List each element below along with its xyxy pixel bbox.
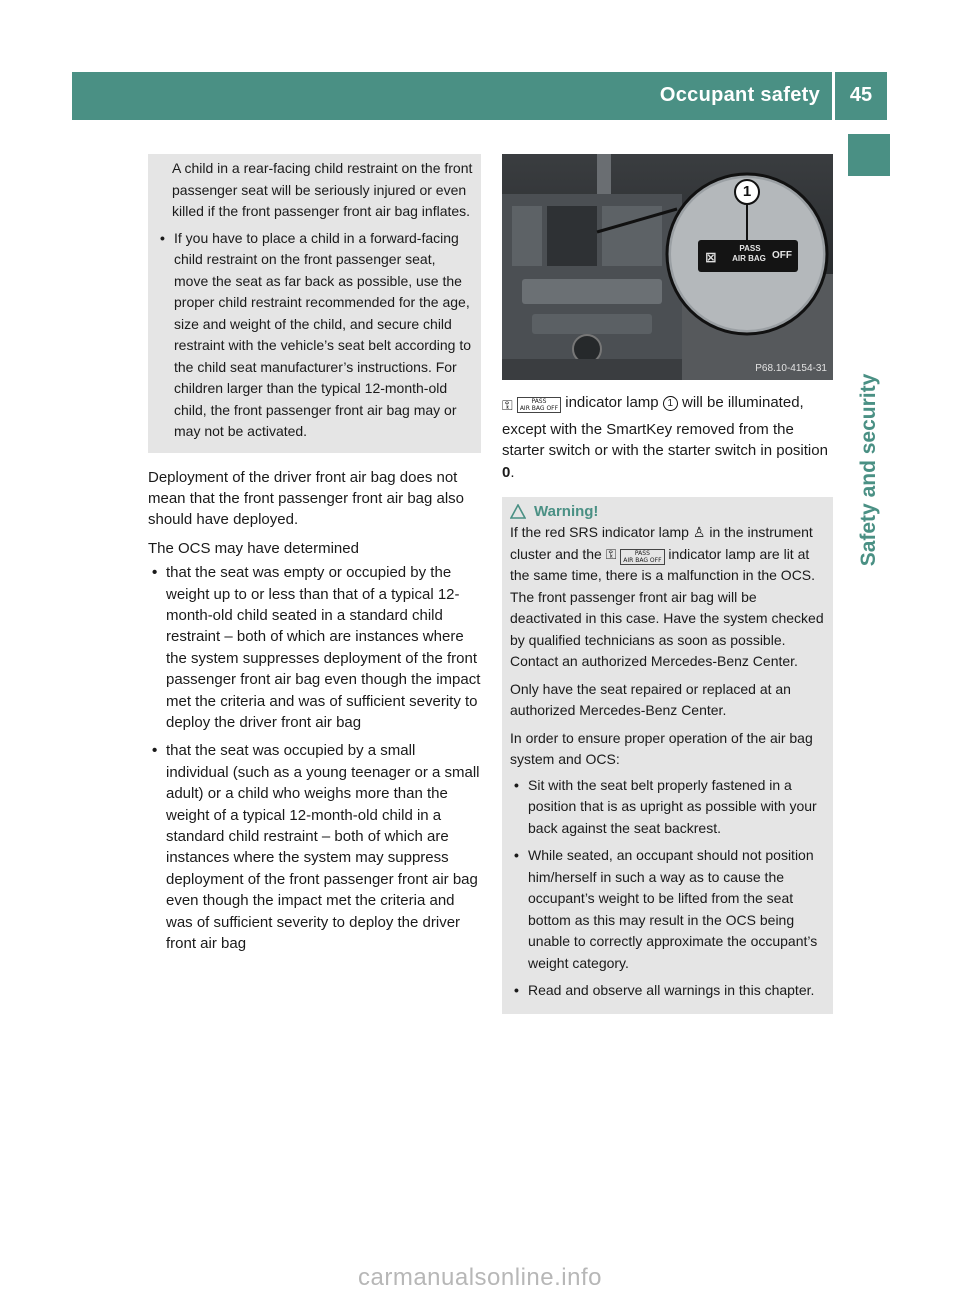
paragraph-ocs-determined: The OCS may have determined [148, 539, 359, 557]
warning-paragraph: In order to ensure proper operation of the air bag system and OCS: [510, 729, 813, 768]
warning-list-item-text: Sit with the seat belt properly fastened in a position that is as upright as possible with your back against the seat backrest. [528, 776, 817, 836]
notice-bullet [156, 228, 473, 443]
bullet-marker: • [160, 229, 165, 246]
indicator-text-continued: will be illuminated, except with the SmartKey removed from the starter switch or with the starter switch in position [502, 394, 828, 460]
warning-paragraph: Only have the seat repaired or replaced at an authorized Mercedes-Benz Center. [510, 680, 791, 719]
warning-list-item [510, 775, 825, 840]
callout-number: 1 [742, 183, 752, 200]
dashboard-illustration [502, 154, 833, 380]
indicator-text: indicator lamp [565, 394, 659, 411]
indicator-period: . [510, 463, 515, 481]
warning-list-item-text: While seated, an occupant should not position him/herself in such a way as to cause the occupant’s weight to be lifted from the seat bottom as this may result in the OCS being unable to correctly approximate the occupant’s weight category. [528, 847, 818, 971]
airbag-off-symbol-icon: ⚿ [502, 398, 513, 414]
warning-text: in the instrument cluster and the [510, 524, 813, 562]
list-item-text: that the seat was occupied by a small individual (such as a young teenager or a small adult) or a child who weighs more than the weight of a typical 12-month-old child in a standard child restraint – both of which are instances where the system may suppress deployment of the front passenger front air bag even though the impact met the criteria and was of sufficient severity to deploy the driver front air bag [166, 742, 480, 953]
starter-position: 0 [502, 463, 511, 481]
list-item [148, 562, 481, 733]
lamp-symbol-bottom-text: AIR BAG OFF [623, 556, 662, 564]
dashboard-photo [502, 154, 833, 380]
warning-triangle-icon [510, 504, 526, 519]
warning-box [502, 497, 833, 1014]
notice-paragraph: A child in a rear-facing child restraint on the front passenger seat will be seriously injured or even killed if the front passenger front air bag inflates. [172, 160, 473, 219]
indicator-callout-number: 1 [667, 398, 674, 409]
right-column [502, 154, 833, 1014]
bullet-marker: • [152, 742, 158, 760]
lamp-symbol-top-text: PASS [634, 549, 650, 557]
list-item [148, 740, 481, 954]
notice-bullet-text: If you have to place a child in a forward-facing child restraint on the front passenger seat, move the seat as far back as possible, use the proper child restraint recommended for the age, size and weight of the child, and secure child restraint with the vehicle’s seat belt according to the child seat manufacturer’s instructions. For children larger than the typical 12-month-old child, the front passenger front air bag may or may not be activated. [174, 229, 472, 439]
warning-text: indicator lamp are lit at the same time, there is a malfunction in the OCS. The front passenger front air bag will be deactivated in this case. Have the system checked by qualified technicians as soon as possible. Contact an authorized Mercedes-Benz Center. [510, 545, 824, 670]
indicator-description [502, 392, 833, 483]
side-tab [848, 134, 890, 1094]
lamp-symbol-top-text: PASS [531, 398, 547, 405]
warning-paragraph [510, 522, 825, 673]
indicator-label-pass: PASS [739, 244, 761, 253]
child-restraint-notice [148, 154, 481, 453]
left-column [148, 154, 481, 954]
lamp-symbol-bottom-text: AIR BAG OFF [519, 405, 559, 412]
section-title: Occupant safety [659, 84, 820, 106]
pass-airbag-off-symbol-icon [517, 397, 561, 413]
indicator-label-airbag: AIR BAG [732, 254, 766, 263]
figure-reference: P68.10-4154-31 [755, 363, 827, 374]
bullet-marker: • [514, 982, 519, 999]
bullet-marker: • [514, 776, 519, 793]
srs-indicator-icon: ♙ [692, 524, 706, 541]
footer-watermark[interactable]: carmanualsonline.info [358, 1264, 602, 1291]
paragraph-deployment: Deployment of the driver front air bag does not mean that the front passenger front air bag also should have deployed. [148, 468, 465, 529]
warning-list-item [510, 845, 825, 974]
list-item-text: that the seat was empty or occupied by the weight up to or less than that of a typical 12-month-old child seated in a standard child restraint – both of which are instances where the system suppresses deployment of the front passenger front air bag even though the impact met the criteria and was of sufficient severity to deploy the driver front air bag [166, 564, 481, 731]
page-number: 45 [849, 84, 873, 106]
side-tab-label: Safety and security [857, 373, 880, 567]
indicator-callout-icon [663, 396, 678, 411]
warning-list-item-text: Read and observe all warnings in this chapter. [528, 982, 815, 999]
pass-airbag-off-symbol-icon [620, 549, 664, 565]
warning-header [510, 503, 825, 520]
bullet-marker: • [152, 564, 158, 582]
warning-title: Warning! [534, 503, 599, 521]
warning-text: If the red SRS indicator lamp [510, 524, 689, 541]
side-tab-marker [848, 134, 890, 176]
airbag-off-symbol-icon: ⚿ [605, 545, 617, 562]
warning-list-item [510, 980, 825, 1002]
airbag-off-icon: ⊠ [705, 249, 717, 265]
indicator-label-off: OFF [772, 250, 792, 261]
bullet-marker: • [514, 847, 519, 864]
